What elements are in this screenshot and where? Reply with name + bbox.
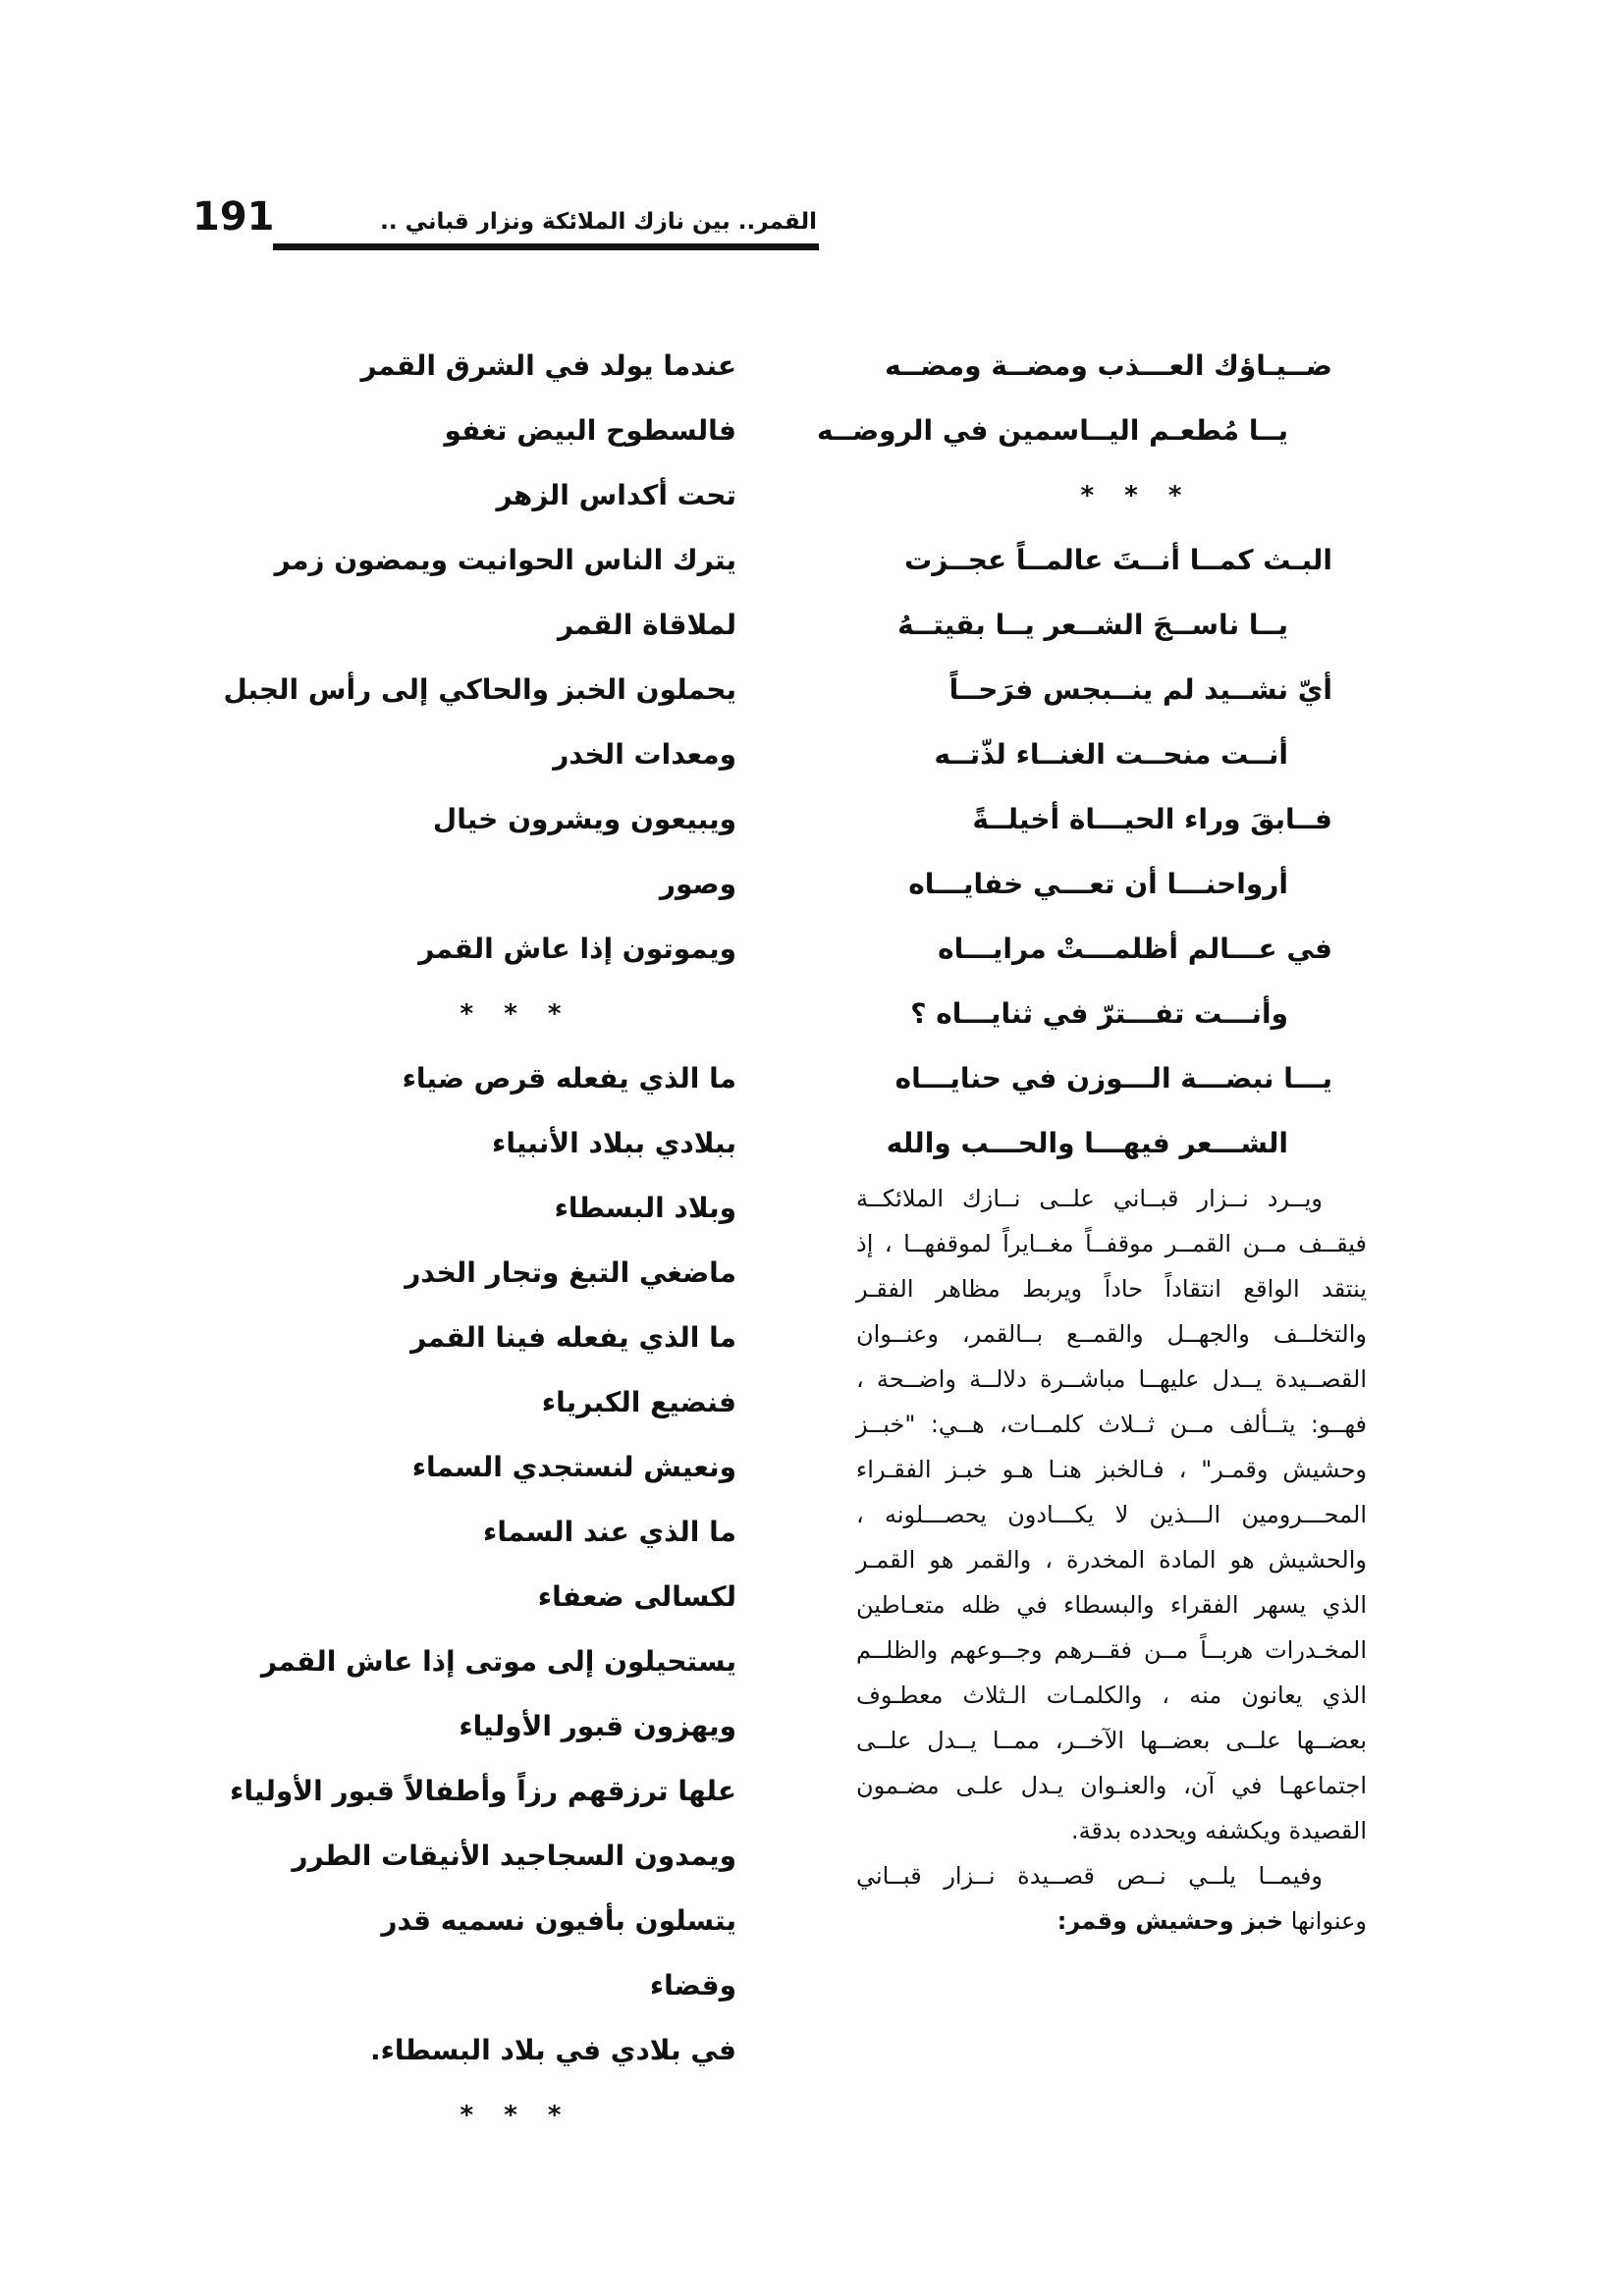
poem-line: ما الذي عند السماء bbox=[483, 1516, 736, 1548]
poem-line: أرواحنـــا أن تعـــي خفايـــاه bbox=[908, 868, 1288, 900]
right-column bbox=[816, 334, 1367, 1944]
poem-line: وصور bbox=[659, 868, 736, 900]
poem-line: وقضاء bbox=[649, 1969, 736, 2002]
poem-line: ما الذي يفعله قرص ضياء bbox=[402, 1062, 736, 1095]
poem-line: فنضيع الكبرياء bbox=[541, 1386, 736, 1418]
poem-line: يتسلون بأفيون نسميه قدر bbox=[381, 1904, 736, 1937]
poem-line: لملاقاة القمر bbox=[557, 609, 736, 641]
poem-line: ماضغي التبغ وتجار الخدر bbox=[405, 1256, 736, 1289]
poem-title: خبز وحشيش وقمر: bbox=[1056, 1907, 1284, 1935]
poem-line: ويموتون إذا عاش القمر bbox=[418, 933, 736, 965]
poem-line: وبلاد البسطاء bbox=[554, 1192, 736, 1224]
poem-line: أنــت منحــت الغنــاء لذّتــه bbox=[934, 738, 1288, 771]
body-paragraph: ويــرد نــزار قبــاني علــى نــازك الملائكــة فيقــف مــن القمــر موقفــاً مغــايراً لموقفهــا ، إذ ينتقد الواقع انتقاداً حاداً ويربط مظاهر الفقـر والتخلــف والجهــل والقمــع بــالقمر، وعنــوان القصــيدة يــدل عليهــا مباشــرة دلالــة واضــحة ، فهــو: يتــألف مــن ثــلاث كلمــات، هــي: "خبــز وحشيش وقمـر" ، فـالخبز هنـا هـو خبـز الفقـراء المحـــرومين الـــذين لا يكـــادون يحصـــلونه ، والحشيش هو المادة المخدرة ، والقمر هو القمـر الذي يسهر الفقراء والبسطاء في ظله متعـاطين المخـدرات هربــاً مــن فقــرهم وجــوعهم والظلــم الذي يعانون منه ، والكلمـات الـثلاث معطـوف بعضــها علــى بعضــها الآخــر، ممــا يــدل علــى اجتماعهـا في آن، والعنـوان يـدل علـى مضـمون القصيدة ويكشفه ويحدده بدقة. bbox=[856, 1185, 1367, 1844]
poem-line: ونعيش لنستجدي السماء bbox=[411, 1451, 736, 1483]
poem-line: فالسطوح البيض تغفو bbox=[444, 414, 736, 447]
poem-line: يــا ناســجَ الشــعر يــا بقيتــهُ bbox=[897, 609, 1288, 641]
section-separator: * * * bbox=[1080, 481, 1182, 510]
page-number: 191 bbox=[192, 194, 275, 240]
poem-line: يحملون الخبز والحاكي إلى رأس الجبل bbox=[223, 673, 736, 706]
poem-line: وأنـــت تفـــترّ في ثنايـــاه ؟ bbox=[910, 997, 1288, 1030]
poem-line: ضــيـاؤك العـــذب ومضــة ومضــه bbox=[885, 349, 1332, 382]
poem-line: عندما يولد في الشرق القمر bbox=[360, 349, 736, 382]
poem-line: ويهزون قبور الأولياء bbox=[459, 1710, 736, 1742]
poem-line: فــابقَ وراء الحيـــاة أخيلــةً bbox=[972, 803, 1332, 835]
left-column bbox=[223, 334, 736, 2148]
poem-line: لكسالى ضعفاء bbox=[537, 1580, 736, 1613]
poem-line: يـــا نبضـــة الـــوزن في حنايـــاه bbox=[894, 1062, 1332, 1095]
body-paragraph-intro bbox=[856, 1853, 1367, 1944]
poem-line: علها ترزقهم رزاً وأطفالاً قبور الأولياء bbox=[230, 1775, 736, 1807]
poem-line: ومعدات الخدر bbox=[553, 738, 736, 771]
poem-line: ببلادي ببلاد الأنبياء bbox=[492, 1127, 736, 1159]
section-separator: * * * bbox=[460, 999, 562, 1029]
poem-line: ما الذي يفعله فينا القمر bbox=[410, 1321, 736, 1354]
poem-line: ويبيعون ويشرون خيال bbox=[432, 803, 736, 835]
poem-line: في بلادي في بلاد البسطاء. bbox=[369, 2034, 736, 2066]
poem-line: يستحيلون إلى موتى إذا عاش القمر bbox=[260, 1645, 736, 1678]
poem-line: يترك الناس الحوانيت ويمضون زمر bbox=[274, 544, 736, 576]
poem-line: تحت أكداس الزهر bbox=[496, 479, 736, 511]
poem-line: في عـــالم أظلمـــتْ مرايـــاه bbox=[938, 933, 1332, 965]
poem-line: يــا مُطعـم اليــاسمين في الروضــه bbox=[816, 414, 1288, 447]
poem-line: ويمدون السجاجيد الأنيقات الطرر bbox=[292, 1840, 736, 1872]
poem-line: أيّ نشــيد لم ينــبجس فرَحــاً bbox=[948, 673, 1332, 706]
poem-line: البـث كمــا أنــتَ عالمــاً عجــزت bbox=[904, 544, 1332, 576]
section-separator: * * * bbox=[460, 2101, 562, 2130]
paragraph-text: وفيمــا يلــي نــص قصــيدة نــزار قبــاني وعنوانها bbox=[856, 1862, 1367, 1935]
poem-line: الشـــعر فيهـــا والحـــب والله bbox=[886, 1127, 1288, 1159]
header-rule bbox=[273, 243, 819, 250]
running-head: القمر.. بين نازك الملائكة ونزار قباني .. bbox=[380, 209, 817, 235]
